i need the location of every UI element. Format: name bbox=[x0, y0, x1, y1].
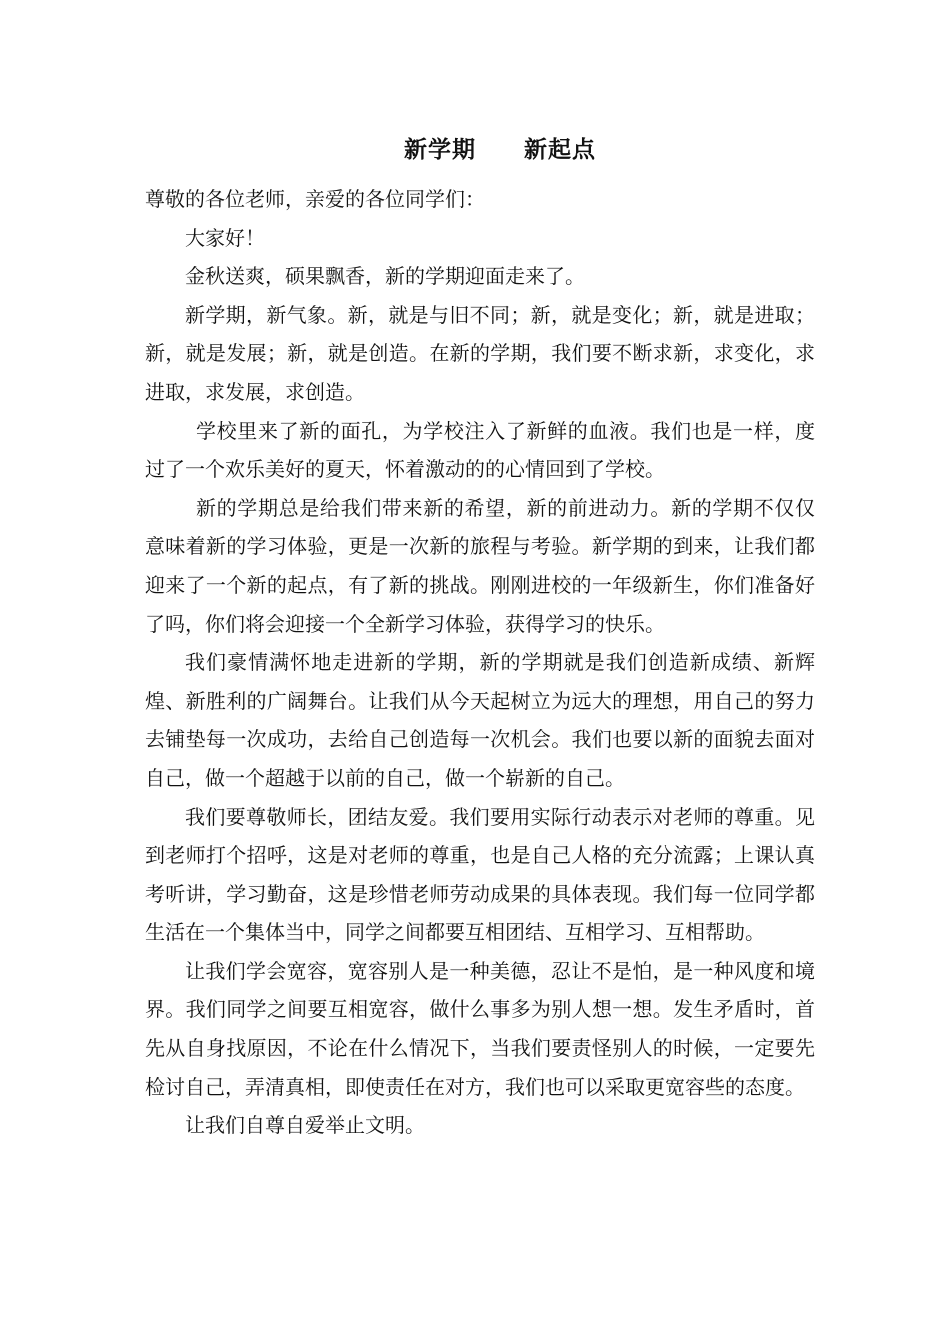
paragraph-new-stage: 我们豪情满怀地走进新的学期，新的学期就是我们创造新成绩、新辉煌、新胜利的广阔舞台。让我们从今天起树立为远大的理想，用自己的努力去铺垫每一次成功，去给自己创造每一次机会。我们也要以新的面貌去面对自己，做一个超越于以前的自己，做一个崭新的自己。 bbox=[145, 650, 815, 790]
paragraph-self-respect: 让我们自尊自爱举止文明。 bbox=[185, 1113, 425, 1138]
document-body bbox=[145, 180, 815, 1145]
paragraph-season: 金秋送爽，硕果飘香，新的学期迎面走来了。 bbox=[185, 264, 585, 289]
paragraph-respect-teachers: 我们要尊敬师长，团结友爱。我们要用实际行动表示对老师的尊重。见到老师打个招呼，这是对老师的尊重，也是自己人格的充分流露；上课认真考听讲，学习勤奋，这是珍惜老师劳动成果的具体表现。我们每一位同学都生活在一个集体当中，同学之间都要互相团结、互相学习、互相帮助。 bbox=[145, 804, 815, 945]
paragraph-greeting: 大家好！ bbox=[185, 225, 265, 250]
paragraph-new-hope: 新的学期总是给我们带来新的希望，新的前进动力。新的学期不仅仅意味着新的学习体验，更是一次新的旅程与考验。新学期的到来，让我们都迎来了一个新的起点，有了新的挑战。刚刚进校的一年级新生，你们准备好了吗，你们将会迎接一个全新学习体验，获得学习的快乐。 bbox=[145, 495, 815, 636]
document-title: 新学期 新起点 bbox=[404, 137, 596, 163]
paragraph-new-faces: 学校里来了新的面孔，为学校注入了新鲜的血液。我们也是一样，度过了一个欢乐美好的夏天，怀着激动的的心情回到了学校。 bbox=[145, 418, 815, 482]
salutation: 尊敬的各位老师，亲爱的各位同学们： bbox=[145, 187, 485, 211]
paragraph-tolerance: 让我们学会宽容，宽容别人是一种美德，忍让不是怕，是一种风度和境界。我们同学之间要互相宽容，做什么事多为别人想一想。发生矛盾时，首先从自身找原因，不论在什么情况下，当我们要责怪别人的时候，一定要先检讨自己，弄清真相，即使责任在对方，我们也可以采取更宽容些的态度。 bbox=[145, 958, 815, 1099]
paragraph-new-meaning: 新学期，新气象。新，就是与旧不同；新，就是变化；新，就是进取；新，就是发展；新，就是创造。在新的学期，我们要不断求新，求变化，求进取，求发展，求创造。 bbox=[145, 302, 815, 404]
